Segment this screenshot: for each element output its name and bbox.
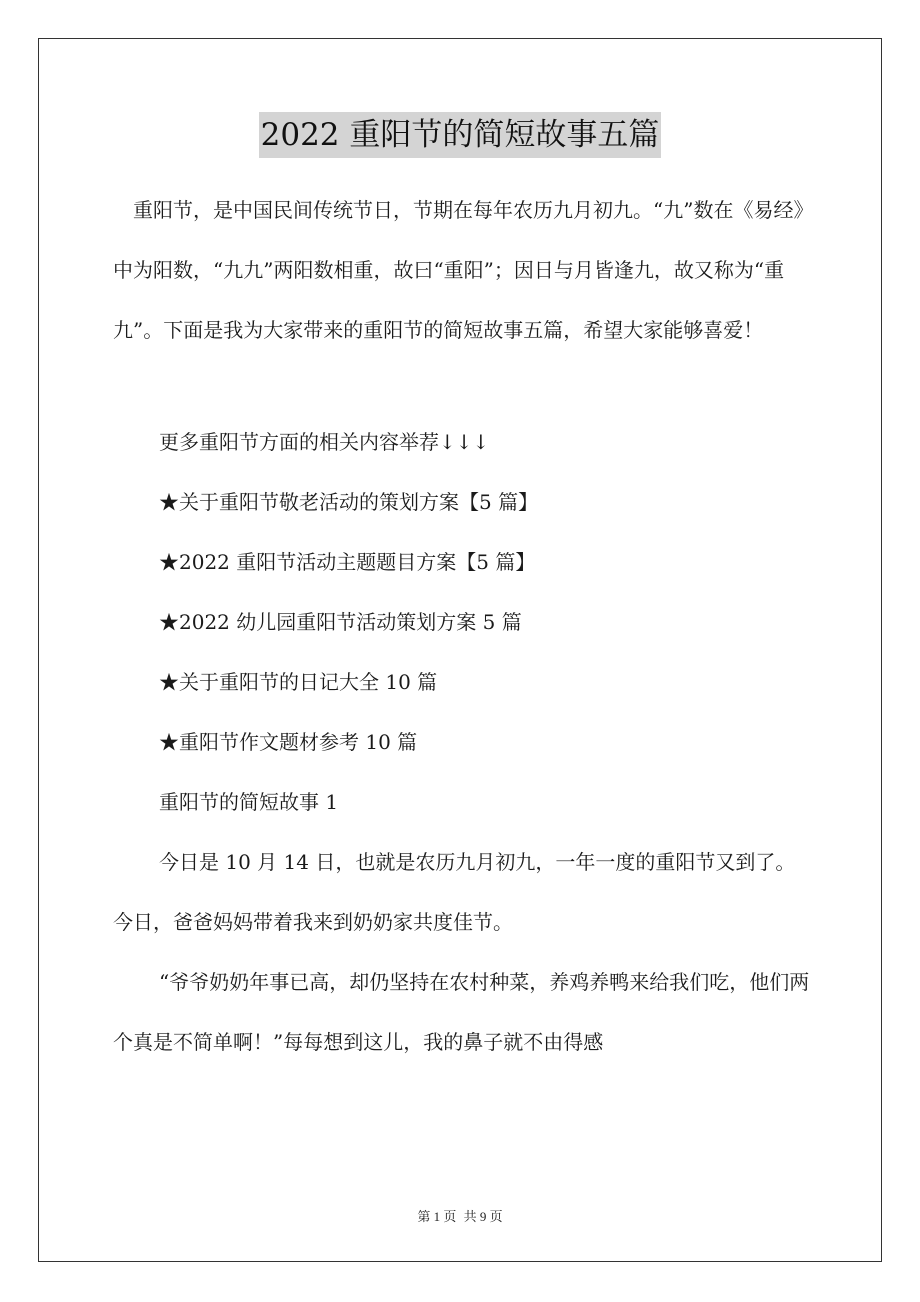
related-link[interactable]: ★关于重阳节的日记大全 10 篇 <box>159 670 438 694</box>
related-link[interactable]: ★关于重阳节敬老活动的策划方案【5 篇】 <box>159 490 539 514</box>
document-title: 2022 重阳节的简短故事五篇 <box>259 112 662 158</box>
related-heading: 更多重阳节方面的相关内容举荐↓↓↓ <box>159 430 490 454</box>
title-container <box>0 112 920 158</box>
page-number: 第 1 页 <box>417 1209 457 1224</box>
story-section <box>113 832 813 1072</box>
document-body <box>113 180 813 1072</box>
page-total: 共 9 页 <box>463 1209 503 1224</box>
intro-section <box>113 180 813 360</box>
page-footer <box>0 1206 920 1225</box>
story-paragraph: “爷爷奶奶年事已高，却仍坚持在农村种菜，养鸡养鸭来给我们吃，他们两个真是不简单啊！”每每想到这儿，我的鼻子就不由得感 <box>113 970 810 1054</box>
related-link[interactable]: ★2022 重阳节活动主题题目方案【5 篇】 <box>159 550 536 574</box>
related-link[interactable]: ★重阳节作文题材参考 10 篇 <box>159 730 418 754</box>
related-link[interactable]: ★2022 幼儿园重阳节活动策划方案 5 篇 <box>159 610 522 634</box>
intro-paragraph: 重阳节，是中国民间传统节日，节期在每年农历九月初九。“九”数在《易经》中为阳数，“九九”两阳数相重，故曰“重阳”；因日与月皆逢九，故又称为“重九”。下面是我为大家带来的重阳节的简短故事五篇，希望大家能够喜爱！ <box>113 198 804 342</box>
story-paragraph: 今日是 10 月 14 日，也就是农历九月初九，一年一度的重阳节又到了。今日，爸爸妈妈带着我来到奶奶家共度佳节。 <box>113 850 796 934</box>
related-links-list <box>113 412 813 832</box>
story-heading: 重阳节的简短故事 1 <box>159 790 339 814</box>
